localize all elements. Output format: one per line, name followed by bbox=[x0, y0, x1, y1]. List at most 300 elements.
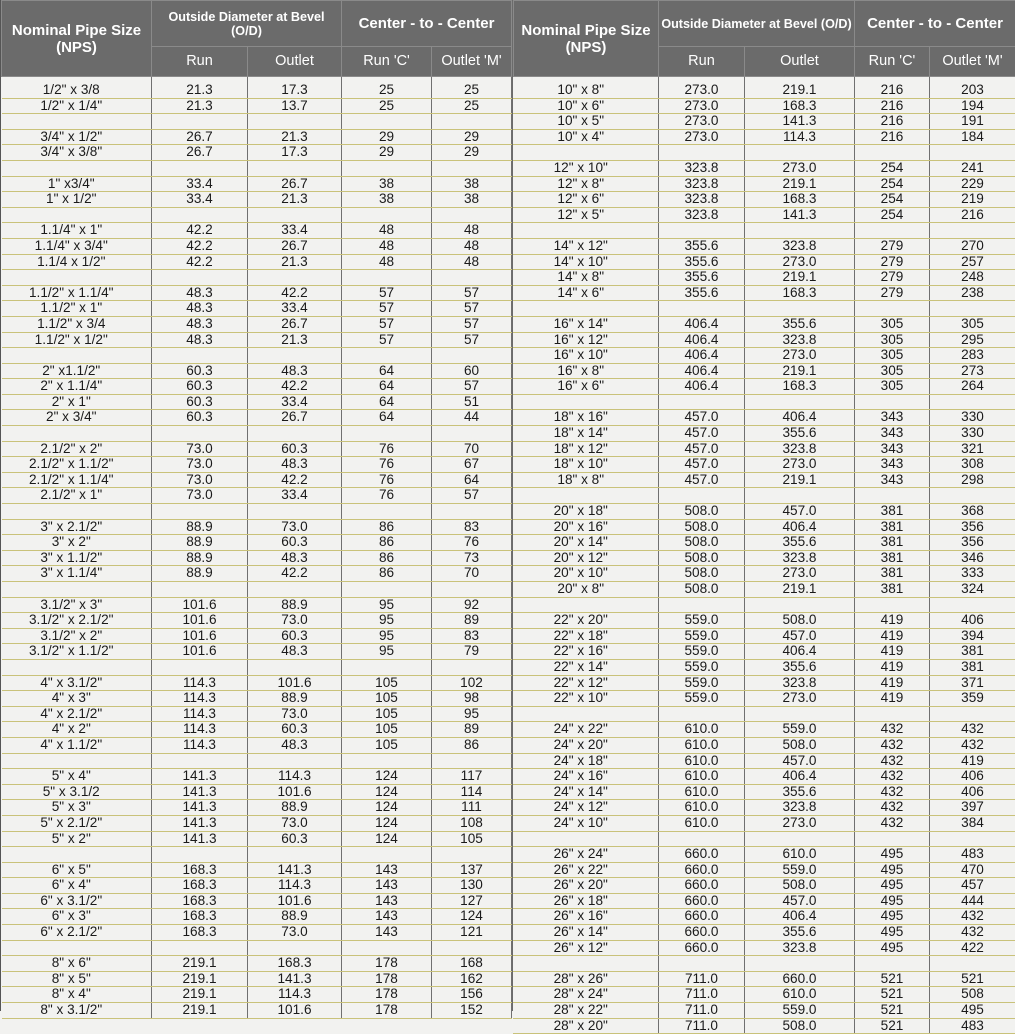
table-row bbox=[513, 753, 1015, 769]
od-outlet-cell: 33.4 bbox=[248, 394, 342, 410]
od-outlet-cell: 323.8 bbox=[744, 238, 854, 254]
outlet-m-cell: 219 bbox=[930, 192, 1015, 208]
spacer-row bbox=[513, 488, 1015, 504]
outlet-m-cell: 330 bbox=[930, 426, 1015, 442]
outlet-m-cell: 333 bbox=[930, 566, 1015, 582]
outlet-m-cell: 51 bbox=[432, 394, 512, 410]
od-run-cell: 88.9 bbox=[152, 519, 248, 535]
nps-cell bbox=[513, 223, 658, 239]
od-run-cell: 508.0 bbox=[658, 535, 744, 551]
table-row bbox=[513, 457, 1015, 473]
outlet-m-cell: 184 bbox=[930, 129, 1015, 145]
outlet-m-cell: 406 bbox=[930, 769, 1015, 785]
table-row bbox=[513, 472, 1015, 488]
table-row bbox=[513, 192, 1015, 208]
od-outlet-cell: 48.3 bbox=[248, 457, 342, 473]
nps-cell: 3" x 1.1/2" bbox=[2, 550, 152, 566]
od-outlet-cell: 101.6 bbox=[248, 784, 342, 800]
od-run-cell bbox=[152, 114, 248, 130]
outlet-m-cell: 432 bbox=[930, 737, 1015, 753]
od-outlet-cell bbox=[744, 956, 854, 972]
od-run-cell: 42.2 bbox=[152, 238, 248, 254]
run-c-cell: 381 bbox=[855, 566, 930, 582]
table-row bbox=[2, 457, 512, 473]
outlet-m-cell: 229 bbox=[930, 176, 1015, 192]
run-c-cell bbox=[855, 301, 930, 317]
table-row bbox=[513, 316, 1015, 332]
nps-cell: 18" x 16" bbox=[513, 410, 658, 426]
outlet-m-cell bbox=[930, 145, 1015, 161]
outlet-m-cell: 92 bbox=[432, 597, 512, 613]
nps-cell: 14" x 6" bbox=[513, 285, 658, 301]
outlet-m-cell bbox=[930, 831, 1015, 847]
od-run-cell bbox=[152, 753, 248, 769]
table-row bbox=[513, 644, 1015, 660]
outlet-m-cell bbox=[432, 847, 512, 863]
spacer-row bbox=[2, 753, 512, 769]
nps-cell bbox=[2, 207, 152, 223]
od-run-cell bbox=[152, 659, 248, 675]
od-run-cell: 114.3 bbox=[152, 722, 248, 738]
nps-cell: 1.1/2" x 1/2" bbox=[2, 332, 152, 348]
od-run-cell: 60.3 bbox=[152, 379, 248, 395]
run-c-cell: 178 bbox=[342, 987, 432, 1003]
outlet-m-cell: 397 bbox=[930, 800, 1015, 816]
od-run-cell: 610.0 bbox=[658, 769, 744, 785]
nps-cell: 5" x 2" bbox=[2, 831, 152, 847]
od-run-cell: 21.3 bbox=[152, 77, 248, 99]
run-c-cell: 381 bbox=[855, 504, 930, 520]
od-outlet-cell bbox=[248, 582, 342, 598]
table-row bbox=[513, 971, 1015, 987]
od-run-cell bbox=[658, 223, 744, 239]
nps-cell: 22" x 16" bbox=[513, 644, 658, 660]
od-outlet-cell: 660.0 bbox=[744, 971, 854, 987]
outlet-m-cell: 29 bbox=[432, 145, 512, 161]
outlet-m-cell bbox=[432, 207, 512, 223]
nps-cell: 18" x 14" bbox=[513, 426, 658, 442]
run-c-cell: 124 bbox=[342, 784, 432, 800]
od-outlet-cell: 168.3 bbox=[744, 192, 854, 208]
spacer-row bbox=[2, 426, 512, 442]
od-run-cell bbox=[152, 426, 248, 442]
table-row bbox=[2, 316, 512, 332]
nps-cell: 3" x 2" bbox=[2, 535, 152, 551]
outlet-m-cell: 203 bbox=[930, 77, 1015, 99]
nps-cell: 4" x 2" bbox=[2, 722, 152, 738]
nps-cell: 4" x 1.1/2" bbox=[2, 737, 152, 753]
od-run-cell: 660.0 bbox=[658, 862, 744, 878]
run-c-cell bbox=[342, 582, 432, 598]
outlet-m-cell: 29 bbox=[432, 129, 512, 145]
table-row bbox=[2, 675, 512, 691]
od-outlet-cell: 73.0 bbox=[248, 519, 342, 535]
od-run-cell: 42.2 bbox=[152, 223, 248, 239]
run-c-cell: 419 bbox=[855, 628, 930, 644]
od-outlet-cell: 457.0 bbox=[744, 753, 854, 769]
spacer-row bbox=[513, 223, 1015, 239]
run-c-cell: 105 bbox=[342, 722, 432, 738]
od-outlet-cell: 73.0 bbox=[248, 815, 342, 831]
run-c-cell: 64 bbox=[342, 363, 432, 379]
od-run-cell: 610.0 bbox=[658, 737, 744, 753]
table-row bbox=[513, 893, 1015, 909]
nps-cell: 4" x 3.1/2" bbox=[2, 675, 152, 691]
outlet-m-cell: 127 bbox=[432, 893, 512, 909]
table-row bbox=[2, 332, 512, 348]
od-run-cell: 141.3 bbox=[152, 769, 248, 785]
od-run-cell: 114.3 bbox=[152, 706, 248, 722]
nps-cell bbox=[513, 488, 658, 504]
run-c-cell: 29 bbox=[342, 129, 432, 145]
spacer-row bbox=[2, 582, 512, 598]
outlet-m-cell: 79 bbox=[432, 644, 512, 660]
outlet-m-cell: 346 bbox=[930, 550, 1015, 566]
table-row bbox=[2, 831, 512, 847]
od-outlet-cell: 355.6 bbox=[744, 316, 854, 332]
od-outlet-cell: 355.6 bbox=[744, 535, 854, 551]
od-run-cell: 141.3 bbox=[152, 800, 248, 816]
outlet-m-cell: 305 bbox=[930, 316, 1015, 332]
spacer-row bbox=[2, 114, 512, 130]
nps-cell: 1.1/4 x 1/2" bbox=[2, 254, 152, 270]
od-outlet-cell: 33.4 bbox=[248, 223, 342, 239]
table-row bbox=[513, 691, 1015, 707]
od-run-cell: 559.0 bbox=[658, 613, 744, 629]
run-c-cell: 381 bbox=[855, 582, 930, 598]
nps-cell bbox=[513, 956, 658, 972]
table-row bbox=[513, 800, 1015, 816]
nps-cell: 20" x 12" bbox=[513, 550, 658, 566]
run-c-cell: 143 bbox=[342, 862, 432, 878]
nps-cell: 6" x 3" bbox=[2, 909, 152, 925]
run-c-cell: 432 bbox=[855, 722, 930, 738]
nps-cell: 26" x 24" bbox=[513, 847, 658, 863]
outlet-m-cell: 108 bbox=[432, 815, 512, 831]
nps-cell bbox=[2, 582, 152, 598]
right-table-body bbox=[513, 77, 1015, 1034]
table-row bbox=[513, 504, 1015, 520]
od-run-cell: 33.4 bbox=[152, 176, 248, 192]
outlet-m-cell: 264 bbox=[930, 379, 1015, 395]
od-outlet-cell: 33.4 bbox=[248, 488, 342, 504]
od-outlet-cell: 168.3 bbox=[744, 285, 854, 301]
outlet-m-cell: 298 bbox=[930, 472, 1015, 488]
run-c-cell: 305 bbox=[855, 363, 930, 379]
run-c-cell: 521 bbox=[855, 971, 930, 987]
od-run-cell: 355.6 bbox=[658, 254, 744, 270]
run-c-cell: 76 bbox=[342, 472, 432, 488]
run-c-cell bbox=[342, 114, 432, 130]
od-outlet-cell: 508.0 bbox=[744, 878, 854, 894]
nps-cell bbox=[2, 160, 152, 176]
nps-cell: 18" x 8" bbox=[513, 472, 658, 488]
outlet-m-cell: 295 bbox=[930, 332, 1015, 348]
table-row bbox=[513, 207, 1015, 223]
od-run-cell: 273.0 bbox=[658, 129, 744, 145]
nps-cell: 3.1/2" x 3" bbox=[2, 597, 152, 613]
run-c-cell: 143 bbox=[342, 893, 432, 909]
od-outlet-cell bbox=[248, 753, 342, 769]
table-row bbox=[513, 769, 1015, 785]
od-outlet-cell bbox=[744, 831, 854, 847]
outlet-m-cell bbox=[432, 659, 512, 675]
run-c-cell: 64 bbox=[342, 379, 432, 395]
outlet-m-cell: 83 bbox=[432, 628, 512, 644]
table-row bbox=[2, 223, 512, 239]
outlet-m-cell: 381 bbox=[930, 644, 1015, 660]
table-row bbox=[2, 535, 512, 551]
nps-cell: 16" x 6" bbox=[513, 379, 658, 395]
spacer-row bbox=[513, 956, 1015, 972]
od-outlet-cell: 219.1 bbox=[744, 582, 854, 598]
nps-cell: 4" x 2.1/2" bbox=[2, 706, 152, 722]
table-row bbox=[513, 129, 1015, 145]
nps-cell: 28" x 20" bbox=[513, 1018, 658, 1034]
od-outlet-cell bbox=[744, 301, 854, 317]
nps-cell: 6" x 5" bbox=[2, 862, 152, 878]
nps-cell: 26" x 20" bbox=[513, 878, 658, 894]
outlet-m-cell: 368 bbox=[930, 504, 1015, 520]
nps-cell: 26" x 18" bbox=[513, 893, 658, 909]
od-outlet-cell bbox=[248, 114, 342, 130]
od-run-cell bbox=[152, 940, 248, 956]
od-run-cell: 60.3 bbox=[152, 394, 248, 410]
table-row bbox=[513, 348, 1015, 364]
outlet-m-cell: 483 bbox=[930, 847, 1015, 863]
nps-cell: 1/2" x 1/4" bbox=[2, 98, 152, 114]
od-run-cell bbox=[152, 504, 248, 520]
left-table-body bbox=[2, 77, 512, 1019]
outlet-m-cell: 57 bbox=[432, 379, 512, 395]
od-outlet-cell: 26.7 bbox=[248, 238, 342, 254]
od-outlet-cell: 406.4 bbox=[744, 410, 854, 426]
run-c-cell: 495 bbox=[855, 878, 930, 894]
nps-cell: 24" x 10" bbox=[513, 815, 658, 831]
od-run-cell: 711.0 bbox=[658, 1003, 744, 1019]
table-row bbox=[513, 815, 1015, 831]
od-run-cell: 610.0 bbox=[658, 815, 744, 831]
od-outlet-cell: 273.0 bbox=[744, 691, 854, 707]
od-outlet-cell: 610.0 bbox=[744, 987, 854, 1003]
outlet-m-cell: 324 bbox=[930, 582, 1015, 598]
table-row bbox=[513, 535, 1015, 551]
nps-cell: 2.1/2" x 1.1/2" bbox=[2, 457, 152, 473]
nps-cell: 1.1/4" x 3/4" bbox=[2, 238, 152, 254]
nps-cell: 6" x 4" bbox=[2, 878, 152, 894]
run-c-cell: 495 bbox=[855, 940, 930, 956]
table-row bbox=[513, 441, 1015, 457]
run-c-cell: 57 bbox=[342, 316, 432, 332]
nps-cell: 2" x1.1/2" bbox=[2, 363, 152, 379]
outlet-m-cell: 76 bbox=[432, 535, 512, 551]
od-run-cell: 48.3 bbox=[152, 301, 248, 317]
nps-cell: 24" x 20" bbox=[513, 737, 658, 753]
outlet-m-cell: 406 bbox=[930, 613, 1015, 629]
run-c-cell: 216 bbox=[855, 77, 930, 99]
od-run-cell: 610.0 bbox=[658, 800, 744, 816]
outlet-m-cell: 38 bbox=[432, 192, 512, 208]
od-outlet-cell bbox=[248, 426, 342, 442]
run-c-cell: 521 bbox=[855, 987, 930, 1003]
od-run-cell: 168.3 bbox=[152, 893, 248, 909]
table-row bbox=[513, 925, 1015, 941]
od-outlet-cell: 60.3 bbox=[248, 722, 342, 738]
od-run-cell: 406.4 bbox=[658, 379, 744, 395]
od-run-cell: 21.3 bbox=[152, 98, 248, 114]
od-outlet-cell: 42.2 bbox=[248, 379, 342, 395]
nps-cell bbox=[513, 394, 658, 410]
outlet-m-cell: 406 bbox=[930, 784, 1015, 800]
outlet-m-cell: 241 bbox=[930, 160, 1015, 176]
table-row bbox=[2, 254, 512, 270]
table-row bbox=[2, 363, 512, 379]
run-c-cell: 432 bbox=[855, 737, 930, 753]
od-run-cell: 457.0 bbox=[658, 426, 744, 442]
od-outlet-cell: 60.3 bbox=[248, 535, 342, 551]
run-c-cell: 124 bbox=[342, 800, 432, 816]
nps-cell bbox=[513, 301, 658, 317]
od-outlet-cell: 42.2 bbox=[248, 472, 342, 488]
od-run-cell: 48.3 bbox=[152, 316, 248, 332]
od-run-cell: 48.3 bbox=[152, 332, 248, 348]
nps-cell: 22" x 10" bbox=[513, 691, 658, 707]
od-run-cell: 88.9 bbox=[152, 550, 248, 566]
nps-cell: 2" x 3/4" bbox=[2, 410, 152, 426]
outlet-m-cell: 432 bbox=[930, 925, 1015, 941]
outlet-m-cell: 86 bbox=[432, 737, 512, 753]
table-row bbox=[513, 613, 1015, 629]
nps-cell: 20" x 10" bbox=[513, 566, 658, 582]
table-row bbox=[2, 472, 512, 488]
table-row bbox=[513, 659, 1015, 675]
od-outlet-cell: 610.0 bbox=[744, 847, 854, 863]
run-c-cell: 86 bbox=[342, 535, 432, 551]
outlet-m-cell bbox=[432, 270, 512, 286]
outlet-m-cell: 432 bbox=[930, 909, 1015, 925]
od-run-cell: 559.0 bbox=[658, 691, 744, 707]
table-row bbox=[513, 363, 1015, 379]
od-outlet-cell: 26.7 bbox=[248, 410, 342, 426]
od-run-cell: 73.0 bbox=[152, 488, 248, 504]
nps-cell: 28" x 22" bbox=[513, 1003, 658, 1019]
run-c-cell: 76 bbox=[342, 441, 432, 457]
od-run-cell bbox=[658, 597, 744, 613]
outlet-m-cell: 70 bbox=[432, 566, 512, 582]
header-nps: Nominal Pipe Size (NPS) bbox=[513, 1, 658, 77]
od-outlet-cell: 168.3 bbox=[744, 379, 854, 395]
od-outlet-cell: 26.7 bbox=[248, 316, 342, 332]
run-c-cell: 432 bbox=[855, 769, 930, 785]
table-row bbox=[513, 332, 1015, 348]
od-run-cell: 508.0 bbox=[658, 504, 744, 520]
od-run-cell: 168.3 bbox=[152, 862, 248, 878]
od-run-cell: 60.3 bbox=[152, 363, 248, 379]
od-outlet-cell: 219.1 bbox=[744, 270, 854, 286]
outlet-m-cell: 57 bbox=[432, 301, 512, 317]
run-c-cell: 143 bbox=[342, 909, 432, 925]
table-row bbox=[513, 114, 1015, 130]
od-run-cell: 508.0 bbox=[658, 566, 744, 582]
outlet-m-cell: 156 bbox=[432, 987, 512, 1003]
run-c-cell: 76 bbox=[342, 488, 432, 504]
nps-cell: 5" x 3.1/2 bbox=[2, 784, 152, 800]
nps-cell: 8" x 6" bbox=[2, 956, 152, 972]
header-od-run: Run bbox=[658, 47, 744, 77]
outlet-m-cell: 57 bbox=[432, 488, 512, 504]
run-c-cell: 105 bbox=[342, 691, 432, 707]
run-c-cell: 216 bbox=[855, 129, 930, 145]
od-run-cell: 355.6 bbox=[658, 285, 744, 301]
run-c-cell bbox=[342, 270, 432, 286]
run-c-cell: 57 bbox=[342, 285, 432, 301]
nps-cell: 26" x 14" bbox=[513, 925, 658, 941]
table-row bbox=[513, 410, 1015, 426]
header-od: Outside Diameter at Bevel (O/D) bbox=[152, 1, 342, 47]
od-run-cell: 406.4 bbox=[658, 348, 744, 364]
table-row bbox=[513, 940, 1015, 956]
od-run-cell: 33.4 bbox=[152, 192, 248, 208]
outlet-m-cell bbox=[432, 160, 512, 176]
spacer-row bbox=[2, 160, 512, 176]
table-row bbox=[2, 987, 512, 1003]
outlet-m-cell: 419 bbox=[930, 753, 1015, 769]
od-run-cell bbox=[658, 956, 744, 972]
nps-cell bbox=[513, 831, 658, 847]
left-dimension-table bbox=[1, 0, 512, 1019]
table-row bbox=[2, 98, 512, 114]
outlet-m-cell: 57 bbox=[432, 285, 512, 301]
outlet-m-cell: 248 bbox=[930, 270, 1015, 286]
od-outlet-cell: 21.3 bbox=[248, 129, 342, 145]
od-outlet-cell: 48.3 bbox=[248, 737, 342, 753]
od-outlet-cell: 88.9 bbox=[248, 909, 342, 925]
od-run-cell: 219.1 bbox=[152, 956, 248, 972]
run-c-cell: 495 bbox=[855, 909, 930, 925]
run-c-cell: 105 bbox=[342, 737, 432, 753]
nps-cell: 20" x 18" bbox=[513, 504, 658, 520]
table-row bbox=[2, 769, 512, 785]
nps-cell: 3/4" x 1/2" bbox=[2, 129, 152, 145]
run-c-cell: 178 bbox=[342, 1003, 432, 1019]
od-outlet-cell: 168.3 bbox=[248, 956, 342, 972]
nps-cell bbox=[2, 940, 152, 956]
header-run-c: Run 'C' bbox=[342, 47, 432, 77]
outlet-m-cell: 114 bbox=[432, 784, 512, 800]
outlet-m-cell bbox=[432, 504, 512, 520]
run-c-cell: 38 bbox=[342, 192, 432, 208]
od-run-cell: 457.0 bbox=[658, 472, 744, 488]
outlet-m-cell: 44 bbox=[432, 410, 512, 426]
run-c-cell: 124 bbox=[342, 815, 432, 831]
od-run-cell bbox=[152, 160, 248, 176]
table-row bbox=[2, 238, 512, 254]
nps-cell: 26" x 22" bbox=[513, 862, 658, 878]
od-run-cell: 141.3 bbox=[152, 831, 248, 847]
nps-cell: 16" x 14" bbox=[513, 316, 658, 332]
outlet-m-cell: 83 bbox=[432, 519, 512, 535]
od-outlet-cell: 273.0 bbox=[744, 457, 854, 473]
od-outlet-cell: 101.6 bbox=[248, 675, 342, 691]
od-outlet-cell: 21.3 bbox=[248, 254, 342, 270]
od-outlet-cell: 17.3 bbox=[248, 77, 342, 99]
od-outlet-cell: 21.3 bbox=[248, 332, 342, 348]
run-c-cell bbox=[342, 659, 432, 675]
nps-cell bbox=[2, 270, 152, 286]
od-run-cell: 60.3 bbox=[152, 410, 248, 426]
run-c-cell bbox=[342, 426, 432, 442]
outlet-m-cell: 444 bbox=[930, 893, 1015, 909]
